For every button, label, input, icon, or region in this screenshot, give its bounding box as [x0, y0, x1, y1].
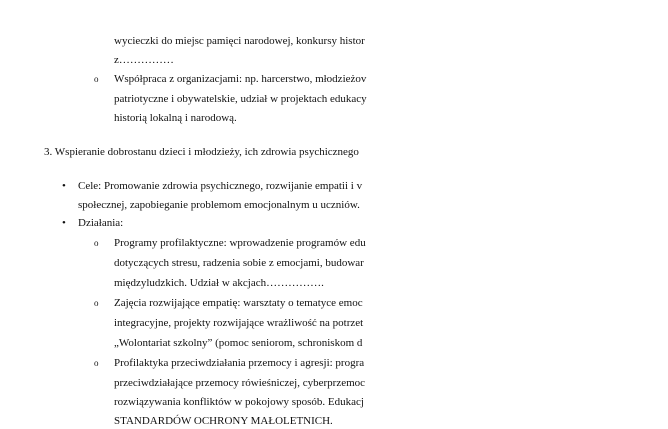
text-line: międzyludzkich. Udział w akcjach…………….	[114, 277, 324, 289]
text-line: Zajęcia rozwijające empatię: warsztaty o tematyce emoc	[114, 297, 363, 309]
text-line: Współpraca z organizacjami: np. harcerstwo, młodzieżov	[114, 73, 367, 85]
text-line: dotyczących stresu, radzenia sobie z emocjami, budowar	[114, 257, 364, 269]
text-line: rozwiązywania konfliktów w pokojowy sposób. Edukacj	[114, 396, 364, 408]
text-line: historią lokalną i narodową.	[114, 112, 237, 124]
sub-bullet: o	[94, 358, 99, 368]
text-line: „Wolontariat szkolny” (pomoc seniorom, schroniskom d	[114, 337, 363, 349]
text-line: patriotyczne i obywatelskie, udział w projektach edukacy	[114, 93, 367, 105]
text-line: STANDARDÓW OCHRONY MAŁOLETNICH.	[114, 415, 333, 427]
list-bullet: •	[62, 217, 66, 229]
text-line: społecznej, zapobieganie problemom emocjonalnym u uczniów.	[78, 199, 360, 211]
text-line: przeciwdziałające przemocy rówieśniczej, cyberprzemoc	[114, 377, 366, 389]
text-line: wycieczki do miejsc pamięci narodowej, konkursy histor	[114, 35, 365, 47]
text-line: integracyjne, projekty rozwijające wrażliwość na potrzet	[114, 317, 364, 329]
list-bullet: •	[62, 180, 66, 192]
sub-bullet: o	[94, 238, 99, 248]
text-line: z……………	[114, 54, 174, 66]
section-heading: 3. Wspieranie dobrostanu dzieci i młodzieży, ich zdrowia psychicznego	[44, 146, 359, 158]
sub-bullet: o	[94, 74, 99, 84]
sub-bullet: o	[94, 298, 99, 308]
text-line: Profilaktyka przeciwdziałania przemocy i agresji: progra	[114, 357, 365, 369]
text-line: Programy profilaktyczne: wprowadzenie programów edu	[114, 237, 366, 249]
text-line: Cele: Promowanie zdrowia psychicznego, rozwijanie empatii i v	[78, 180, 363, 192]
list-label: Działania:	[78, 217, 124, 229]
